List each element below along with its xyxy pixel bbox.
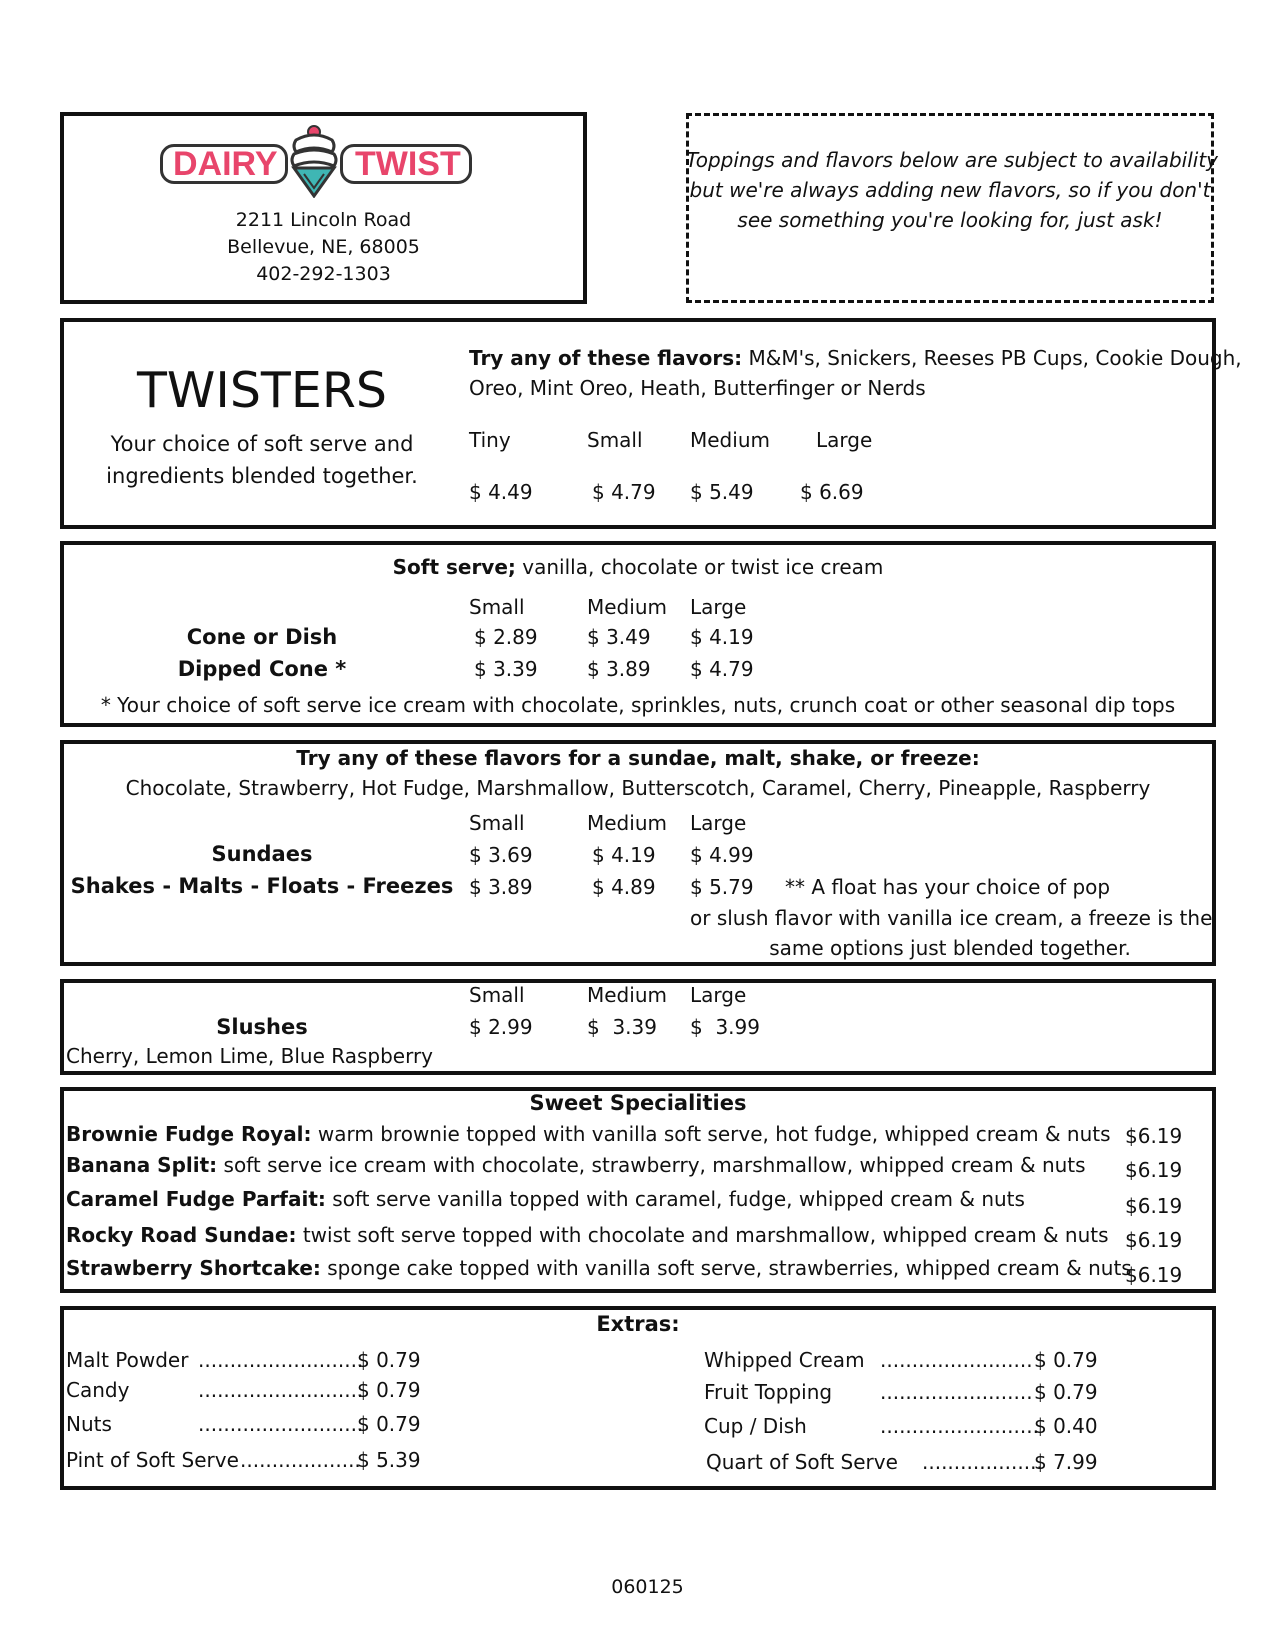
sundae-size-small: Small [469,811,525,835]
speciality-row [66,1187,1025,1211]
twisters-price-large: $ 6.69 [800,480,864,504]
sundaes-price-medium: $ 4.19 [592,843,656,867]
extra-price: $ 7.99 [1034,1450,1098,1474]
shakes-price-small: $ 3.89 [469,875,533,899]
speciality-name: Brownie Fudge Royal: [66,1122,312,1146]
slushes-label: Slushes [216,1015,308,1039]
float-note-line1: ** A float has your choice of pop [785,875,1111,899]
slush-flavors: Cherry, Lemon Lime, Blue Raspberry [66,1044,434,1068]
sundaes-price-small: $ 3.69 [469,843,533,867]
speciality-desc: warm brownie topped with vanilla soft serve, hot fudge, whipped cream & nuts [311,1122,1111,1146]
slush-size-small: Small [469,983,525,1007]
cone-price-large: $ 4.19 [690,625,754,649]
extra-leader: ................... [240,1448,361,1472]
twisters-size-small: Small [587,428,643,452]
notice-line3: see something you're looking for, just ask! [737,208,1163,232]
extra-name: Malt Powder [66,1348,189,1372]
extra-leader: .......................... [198,1412,364,1436]
extra-leader: ................... [922,1450,1043,1474]
speciality-desc: twist soft serve topped with chocolate and marshmallow, whipped cream & nuts [296,1223,1109,1247]
notice-line1: Toppings and flavors below are subject to availability [686,148,1219,172]
speciality-name: Strawberry Shortcake: [66,1256,321,1280]
twisters-flavors-label: Try any of these flavors: [469,346,743,370]
menu-version-code: 060125 [611,1576,684,1598]
extra-price: $ 0.79 [1034,1380,1098,1404]
extra-name: Nuts [66,1412,112,1436]
extra-leader: .......................... [198,1348,364,1372]
soft-serve-size-medium: Medium [587,595,667,619]
ice-cream-cone-icon [288,122,340,198]
dipped-price-large: $ 4.79 [690,657,754,681]
twisters-title: TWISTERS [137,362,387,419]
address-line2: Bellevue, NE, 68005 [227,236,420,258]
sundae-flavors-heading: Try any of these flavors for a sundae, malt, shake, or freeze: [296,746,980,770]
shakes-label: Shakes - Malts - Floats - Freezes [70,874,454,898]
dipped-price-medium: $ 3.89 [587,657,651,681]
twisters-size-medium: Medium [690,428,770,452]
speciality-desc: soft serve vanilla topped with caramel, fudge, whipped cream & nuts [325,1187,1025,1211]
extras-title: Extras: [596,1312,680,1336]
soft-serve-heading [60,555,1216,579]
extra-price: $ 5.39 [357,1448,421,1472]
shakes-price-large: $ 5.79 [690,875,754,899]
speciality-price: $6.19 [1125,1158,1183,1182]
extra-name: Whipped Cream [704,1348,865,1372]
twisters-size-tiny: Tiny [469,428,511,452]
soft-serve-heading-bold: Soft serve; [392,555,516,579]
sundaes-label: Sundaes [211,842,313,866]
speciality-desc: soft serve ice cream with chocolate, strawberry, marshmallow, whipped cream & nuts [217,1153,1086,1177]
dipped-cone-label: Dipped Cone * [177,657,347,681]
twisters-price-tiny: $ 4.49 [469,480,533,504]
extra-leader: ........................ [880,1380,1033,1404]
twisters-flavors-line1 [469,346,1242,370]
extra-name: Fruit Topping [704,1380,833,1404]
speciality-row [66,1153,1086,1177]
slush-price-small: $ 2.99 [469,1015,533,1039]
twisters-size-large: Large [816,428,873,452]
extra-price: $ 0.79 [357,1378,421,1402]
twisters-desc-line1: Your choice of soft serve and [110,432,414,456]
speciality-row [66,1223,1109,1247]
speciality-price: $6.19 [1125,1263,1183,1287]
float-note-line3: same options just blended together. [769,936,1131,960]
sundae-flavors-list: Chocolate, Strawberry, Hot Fudge, Marshmallow, Butterscotch, Caramel, Cherry, Pineapple, Raspberry [125,776,1151,800]
twisters-price-medium: $ 5.49 [690,480,754,504]
twisters-price-small: $ 4.79 [592,480,656,504]
soft-serve-footnote: * Your choice of soft serve ice cream with chocolate, sprinkles, nuts, crunch coat or other seasonal dip tops [100,693,1176,717]
extra-name: Candy [66,1378,130,1402]
notice-line2: but we're always adding new flavors, so if you don't [689,178,1211,202]
sundae-size-medium: Medium [587,811,667,835]
speciality-desc: sponge cake topped with vanilla soft serve, strawberries, whipped cream & nuts [320,1256,1132,1280]
extra-price: $ 0.79 [357,1348,421,1372]
slush-size-medium: Medium [587,983,667,1007]
twisters-desc-line2: ingredients blended together. [106,464,418,488]
dipped-price-small: $ 3.39 [474,657,538,681]
sundaes-price-large: $ 4.99 [690,843,754,867]
sundae-size-large: Large [690,811,747,835]
extra-name: Pint of Soft Serve [66,1448,239,1472]
extra-price: $ 0.79 [357,1412,421,1436]
speciality-row [66,1122,1111,1146]
speciality-price: $6.19 [1125,1124,1183,1148]
cone-or-dish-label: Cone or Dish [186,625,338,649]
cone-price-small: $ 2.89 [474,625,538,649]
extra-name: Cup / Dish [704,1414,807,1438]
extra-price: $ 0.40 [1034,1414,1098,1438]
extra-leader: .......................... [198,1378,364,1402]
speciality-name: Caramel Fudge Parfait: [66,1187,326,1211]
slush-price-large: $ 3.99 [690,1015,760,1039]
soft-serve-size-small: Small [469,595,525,619]
extra-price: $ 0.79 [1034,1348,1098,1372]
soft-serve-size-large: Large [690,595,747,619]
twisters-flavors-line2: Oreo, Mint Oreo, Heath, Butterfinger or Nerds [469,376,926,400]
phone-number: 402-292-1303 [256,263,391,285]
speciality-row [66,1256,1132,1280]
soft-serve-heading-rest: vanilla, chocolate or twist ice cream [515,555,884,579]
speciality-price: $6.19 [1125,1228,1183,1252]
extra-leader: ........................ [880,1348,1033,1372]
extra-name: Quart of Soft Serve [706,1450,898,1474]
float-note-line2: or slush flavor with vanilla ice cream, a freeze is the [690,906,1213,930]
speciality-price: $6.19 [1125,1194,1183,1218]
address-line1: 2211 Lincoln Road [235,209,412,231]
speciality-name: Rocky Road Sundae: [66,1223,297,1247]
cone-price-medium: $ 3.49 [587,625,651,649]
logo-text-right: TWIST [340,144,472,184]
slush-size-large: Large [690,983,747,1007]
speciality-name: Banana Split: [66,1153,218,1177]
slush-price-medium: $ 3.39 [587,1015,657,1039]
shakes-price-medium: $ 4.89 [592,875,656,899]
twisters-flavors-text: M&M's, Snickers, Reeses PB Cups, Cookie Dough, [742,346,1242,370]
extra-leader: ......................... [880,1414,1039,1438]
dairy-twist-logo [160,122,472,198]
logo-text-left: DAIRY [160,144,288,184]
specialities-title: Sweet Specialities [529,1091,747,1115]
